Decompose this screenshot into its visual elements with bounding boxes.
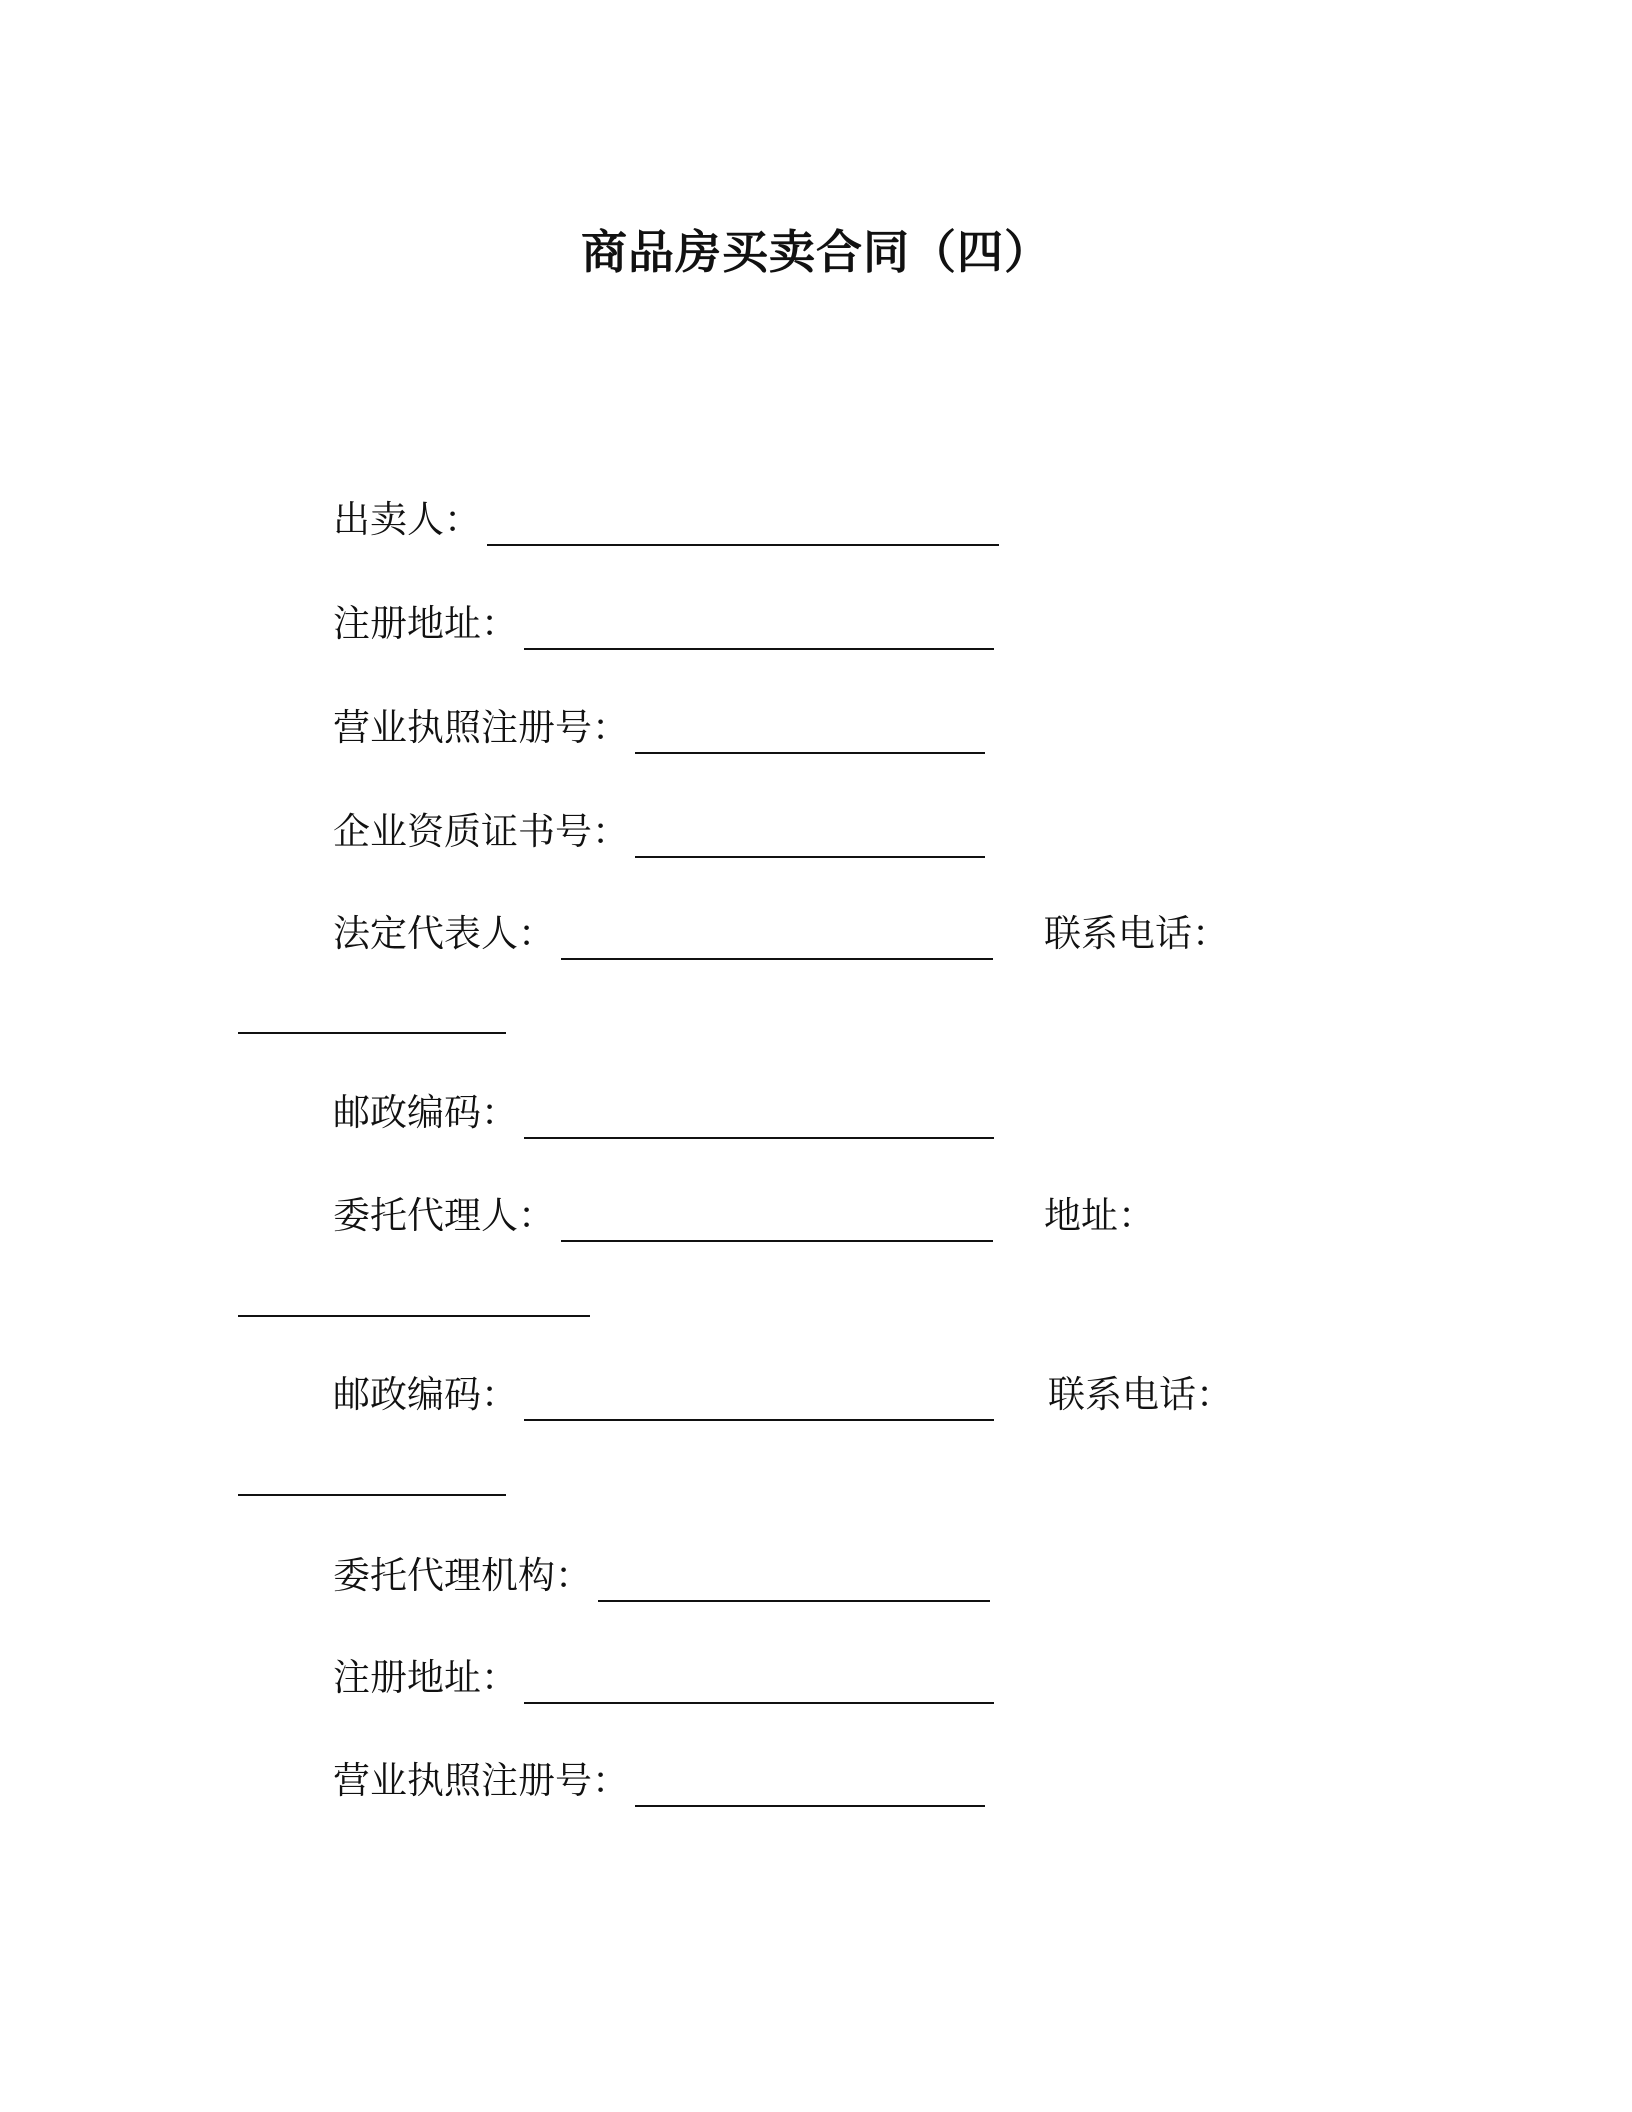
field-registered-address [333, 598, 994, 650]
field-agency-business-license-no [333, 1755, 985, 1807]
field-label: 邮政编码： [333, 1373, 518, 1416]
field-label: 法定代表人： [333, 912, 555, 955]
field-label: 委托代理机构： [333, 1554, 592, 1597]
blank-line[interactable] [238, 1492, 506, 1496]
blank-line[interactable] [598, 1562, 990, 1602]
blank-line[interactable] [635, 818, 985, 858]
field-label: 地址： [1044, 1194, 1155, 1237]
blank-line[interactable] [238, 1313, 590, 1317]
field-legal-representative [333, 908, 993, 960]
field-label: 邮政编码： [333, 1091, 518, 1134]
field-agency [333, 1550, 990, 1602]
field-agent-address [1044, 1190, 1155, 1242]
document-title: 商品房买卖合同（四） [581, 225, 1051, 279]
field-contact-phone [1044, 908, 1229, 960]
field-label: 联系电话： [1048, 1373, 1233, 1416]
field-authorized-agent [333, 1190, 993, 1242]
field-postal-code [333, 1087, 994, 1139]
field-label: 注册地址： [333, 1656, 518, 1699]
field-label: 企业资质证书号： [333, 810, 629, 853]
blank-line[interactable] [487, 506, 999, 546]
field-label: 营业执照注册号： [333, 706, 629, 749]
field-label: 出卖人： [333, 498, 481, 541]
blank-line[interactable] [635, 1767, 985, 1807]
blank-line[interactable] [524, 1099, 994, 1139]
field-label: 联系电话： [1044, 912, 1229, 955]
blank-line[interactable] [524, 610, 994, 650]
blank-line[interactable] [561, 1202, 993, 1242]
field-label: 委托代理人： [333, 1194, 555, 1237]
blank-line[interactable] [238, 1030, 506, 1034]
field-agency-registered-address [333, 1652, 994, 1704]
blank-line[interactable] [524, 1664, 994, 1704]
field-qualification-cert-no [333, 806, 985, 858]
blank-line[interactable] [635, 714, 985, 754]
field-label: 注册地址： [333, 602, 518, 645]
field-agent-contact-phone [1048, 1369, 1233, 1421]
field-agent-postal-code [333, 1369, 994, 1421]
blank-line[interactable] [561, 920, 993, 960]
field-business-license-no [333, 702, 985, 754]
blank-line[interactable] [524, 1381, 994, 1421]
field-label: 营业执照注册号： [333, 1759, 629, 1802]
field-seller [333, 494, 999, 546]
